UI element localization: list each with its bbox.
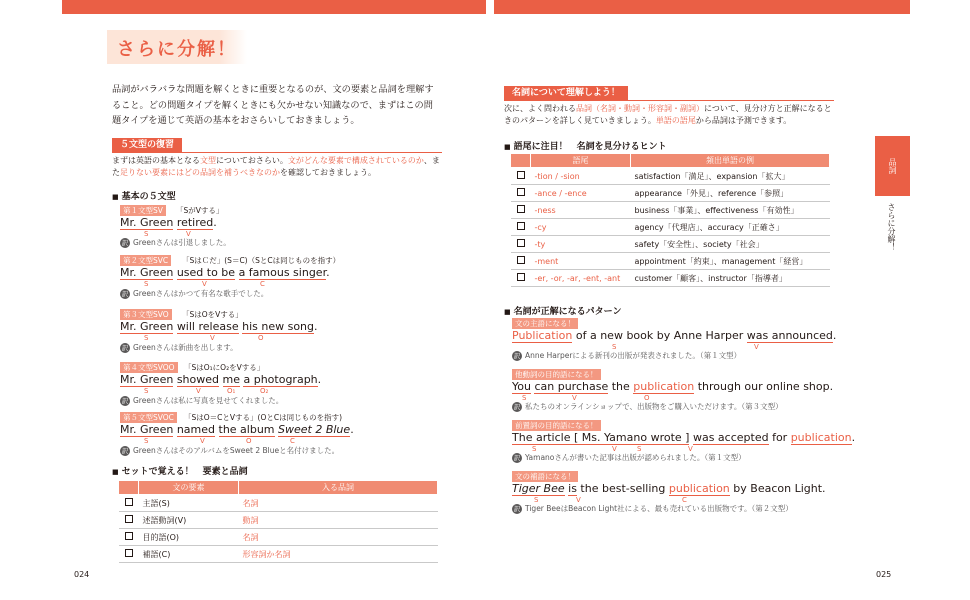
intro-paragraph: 品詞がバラバラな問題を解くときに重要となるのが、文の要素と品詞を理解すること。どの問題タイプを解くときにも欠かせない知識なので、まずはこの問題タイプを通じて英語の基本をおさらいしておきましょう。 [112,84,434,126]
review-heading: ５文型の復習 [112,138,182,152]
pattern-note: 「SはO₁にO₂をVする」 [184,363,265,372]
pattern-note: 「SはOをVする」 [182,310,243,319]
pattern-translation: 訳 Greenさんは私に写真を見せてくれました。 [121,396,284,405]
five-patterns-heading: ■ 基本の５文型 [112,189,176,202]
table-header: 頻出単語の例 [631,154,830,168]
table-row: -ance / -ence appearance「外見」、reference「参照」 [511,185,830,202]
pattern-sentence: Mr. Green named the album Sweet 2 Blue. [120,423,354,436]
checkbox[interactable] [125,549,133,557]
table-header: 語尾 [531,154,631,168]
table-row: 目的語(O) 名詞 [119,529,438,546]
suffix-heading: ■ 語尾に注目！ 名詞を見分けるヒント [504,139,667,152]
example-marks: S V S V [532,445,693,453]
table-row: 述語動詞(V) 動詞 [119,512,438,529]
pattern-tag: 第２文型SVC [120,255,171,266]
pattern-tag: 第５文型SVOC [120,412,177,423]
example-translation: 訳 Yamanoさんが書いた記事は出版が認められました。（第１文型） [513,453,746,462]
checkbox[interactable] [125,515,133,523]
pattern-tag: 第３文型SVO [120,309,172,320]
checkbox[interactable] [517,188,525,196]
top-bar-right [494,0,910,14]
table-row: -ty safety「安全性」、society「社会」 [511,236,830,253]
noun-intro: 次に、よく問われる品詞（名詞・動詞・形容詞・副詞）について、見分け方と正解になるときのパターンを詳しく見ていきましょう。単語の語尾から品詞は予測できます。 [504,104,832,125]
elements-table [118,480,438,563]
checkbox[interactable] [517,239,525,247]
top-bar-left [62,0,486,14]
example-marks: S V [612,343,759,351]
example-sentence: Tiger Bee is the best-selling publication by Beacon Light. [512,482,826,495]
example-marks: S V O [522,394,650,402]
pattern-marks: S V O₁ O₂ [144,387,269,395]
pattern-note: 「SはO＝CとVする」(OとCは同じものを指す) [184,413,343,422]
pattern-sentence: Mr. Green used to be a famous singer. [120,266,330,279]
pattern-translation: 訳 Greenさんはかつて有名な歌手でした。 [121,289,269,298]
pattern-heading: ■ 名詞が正解になるパターン [504,304,621,317]
table-header: 文の要素 [139,481,239,495]
checkbox[interactable] [517,205,525,213]
table-row: 補語(C) 形容詞か名詞 [119,546,438,563]
example-sentence: Publication of a new book by Anne Harper was announced. [512,329,837,342]
table-row: -ness business「事業」、effectiveness「有効性」 [511,202,830,219]
pattern-marks: S V O C [144,437,295,445]
table-row: 主語(S) 名詞 [119,495,438,512]
example-marks: S V C [534,496,687,504]
pattern-marks: S V O [144,334,264,342]
checkbox[interactable] [125,498,133,506]
pattern-note: 「SはＣだ」(S＝C)（SとCは同じものを指す） [182,256,341,265]
example-tag: 前置詞の目的語になる！ [512,420,601,431]
example-sentence: You can purchase the publication through our online shop. [512,380,834,393]
table-row: -cy agency「代理店」、accuracy「正確さ」 [511,219,830,236]
example-translation: 訳 私たちのオンラインショップで、出版物をご購入いただけます。（第３文型） [513,402,783,411]
page-number-right: 025 [876,570,892,579]
pattern-translation: 訳 Greenさんは引退しました。 [121,238,231,247]
example-tag: 文の主語になる！ [512,318,578,329]
table-row: -tion / -sion satisfaction「満足」、expansion「拡大」 [511,168,830,185]
table-row: -ment appointment「約束」、management「経営」 [511,253,830,270]
page-title: さらに分解！ [117,39,237,60]
checkbox[interactable] [517,222,525,230]
checkbox[interactable] [517,273,525,281]
page-title-box [107,30,247,64]
pattern-marks: S V C [144,280,265,288]
noun-heading: 名詞について理解しよう！ [504,86,628,100]
pattern-translation: 訳 Greenさんは新曲を出します。 [121,343,238,352]
page-number-left: 024 [74,570,90,579]
example-translation: 訳 Tiger BeeはBeacon Light社による、最も売れている出版物です。（第２文型） [513,504,793,513]
example-translation: 訳 Anne Harperによる新刊の出版が発表されました。（第１文型） [513,351,742,360]
example-sentence: The article [ Ms. Yamano wrote ] was accepted for publication. [512,431,856,444]
pattern-translation: 訳 GreenさんはそのアルバムをSweet 2 Blueと名付けました。 [121,446,340,455]
checkbox[interactable] [125,532,133,540]
side-label: さらに分解！ [887,203,896,251]
pattern-sentence: Mr. Green showed me a photograph. [120,373,322,386]
suffix-table [510,153,830,287]
pattern-sentence: Mr. Green retired. [120,216,217,229]
pattern-tag: 第１文型SV [120,205,166,216]
set-heading: ■ セットで覚える！ 要素と品詞 [112,464,248,477]
side-tab-hinshi: 品詞 [875,136,910,196]
noun-heading-rule [504,100,834,101]
checkbox[interactable] [517,171,525,179]
review-text: まずは英語の基本となる文型についておさらい。文がどんな要素で構成されているのか、また足りない要素にはどの品詞を補うべきなのかを確認しておきましょう。 [112,156,440,177]
table-row: -er, -or, -ar, -ent, -ant customer「顧客」、instructor「指導者」 [511,270,830,287]
pattern-note: 「SがVする」 [176,206,224,215]
pattern-tag: 第４文型SVOO [120,362,178,373]
table-header: 入る品詞 [239,481,438,495]
pattern-marks: S V [144,230,191,238]
checkbox[interactable] [517,256,525,264]
example-tag: 他動詞の目的語になる！ [512,369,601,380]
example-tag: 文の補語になる！ [512,471,578,482]
review-heading-rule [112,152,442,153]
pattern-sentence: Mr. Green will release his new song. [120,320,318,333]
